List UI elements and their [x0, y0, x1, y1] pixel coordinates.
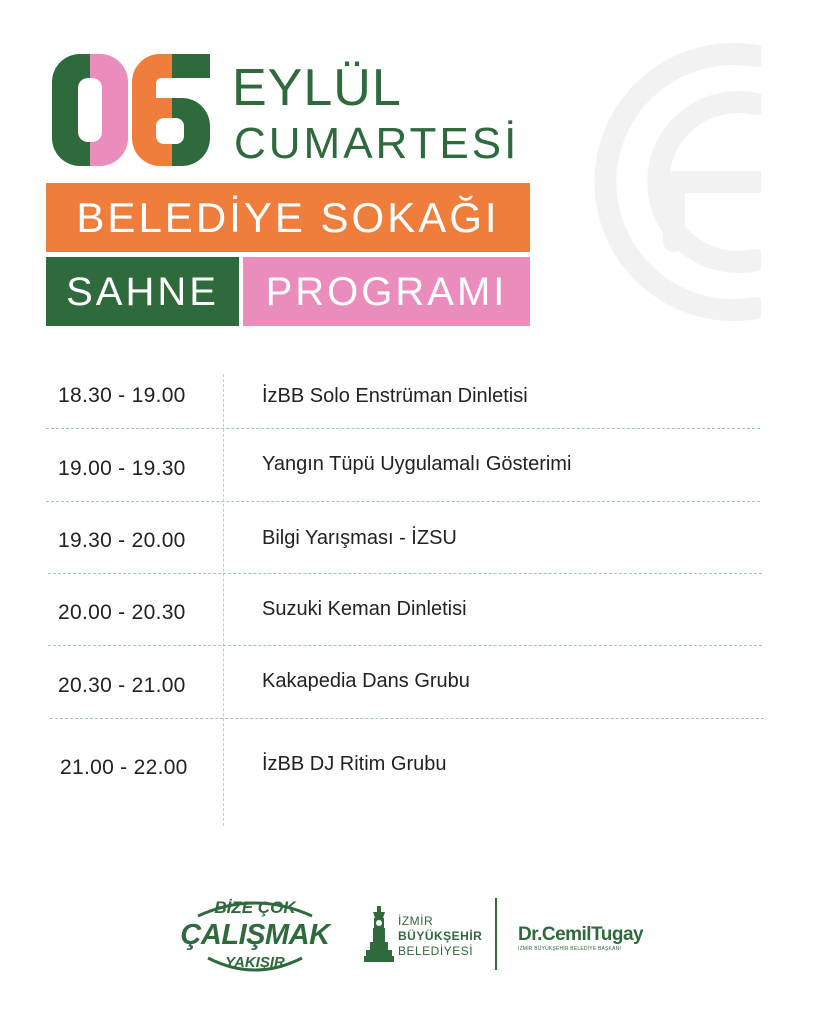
- municipality-line1: İZMİR: [398, 914, 434, 928]
- municipality-line3: BELEDİYESİ: [398, 944, 474, 958]
- title-banner: [46, 183, 530, 252]
- slogan-line1: BİZE ÇOK: [214, 898, 296, 917]
- program-time: 18.30 - 19.00: [58, 384, 186, 407]
- program-event: Bilgi Yarışması - İZSU: [262, 527, 457, 549]
- title-line2-left: SAHNE: [66, 269, 219, 314]
- program-time: 19.30 - 20.00: [58, 529, 186, 552]
- slogan-line2: ÇALIŞMAK: [180, 919, 330, 951]
- program-time: 20.00 - 20.30: [58, 601, 186, 624]
- row-divider: [48, 645, 762, 646]
- program-event: Suzuki Keman Dinletisi: [262, 598, 467, 620]
- weekday-label: CUMARTESİ: [234, 119, 520, 168]
- slogan-logo: [168, 896, 342, 976]
- row-divider: [46, 428, 760, 429]
- row-divider: [50, 718, 764, 719]
- table-column-divider: [223, 374, 224, 826]
- program-time: 19.00 - 19.30: [58, 457, 186, 480]
- mayor-title: İZMİR BÜYÜKŞEHİR BELEDİYE BAŞKANI: [518, 946, 622, 952]
- subtitle-banner-right: [243, 257, 530, 326]
- title-line1: BELEDİYE SOKAĞI: [76, 193, 500, 241]
- program-time: 21.00 - 22.00: [60, 756, 188, 779]
- program-time: 20.30 - 21.00: [58, 674, 186, 697]
- mayor-name: Dr.CemilTugay: [518, 924, 644, 945]
- program-event: Kakapedia Dans Grubu: [262, 670, 470, 692]
- monogram-watermark-icon: [556, 36, 761, 328]
- slogan-line3: YAKIŞIR: [225, 954, 285, 971]
- program-event: İzBB Solo Enstrüman Dinletisi: [262, 385, 528, 407]
- row-divider: [48, 573, 762, 574]
- program-event: İzBB DJ Ritim Grubu: [262, 753, 447, 775]
- municipality-line2: BÜYÜKŞEHİR: [398, 929, 483, 943]
- month-label: EYLÜL: [232, 59, 402, 117]
- program-event: Yangın Tüpü Uygulamalı Gösterimi: [262, 453, 572, 475]
- municipality-name: [398, 914, 482, 959]
- footer-divider: [495, 898, 497, 970]
- title-line2-right: PROGRAMI: [265, 269, 508, 314]
- day-number-graphic: [52, 54, 210, 166]
- subtitle-banner-left: [46, 257, 239, 326]
- clock-tower-icon: [364, 906, 394, 962]
- row-divider: [46, 501, 760, 502]
